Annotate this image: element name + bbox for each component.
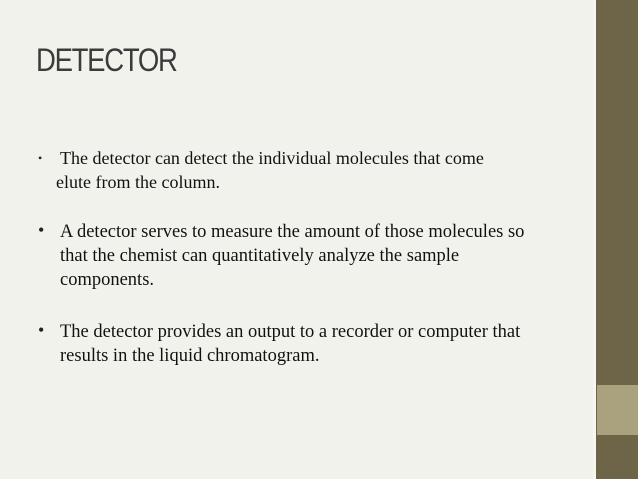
- bullet-text-line: elute from the column.: [56, 172, 220, 192]
- slide-title: DETECTOR: [36, 42, 177, 78]
- bullet-text-line: that the chemist can quantitatively analyze the sample: [60, 246, 460, 266]
- bullet-text-line: components.: [60, 270, 155, 290]
- sidebar-decoration: [593, 0, 638, 479]
- bullet-marker: •: [38, 151, 43, 165]
- sidebar-accent-block: [597, 385, 638, 435]
- bullet-text-line: A detector serves to measure the amount of those molecules so: [60, 222, 525, 242]
- bullet-text-line: The detector can detect the individual molecules that come: [60, 148, 484, 168]
- bullet-marker: •: [38, 320, 45, 340]
- bullet-text-line: results in the liquid chromatogram.: [60, 346, 320, 366]
- sidebar-divider: [593, 0, 596, 479]
- bullet-text-line: The detector provides an output to a recorder or computer that: [60, 322, 521, 342]
- bullet-marker: •: [38, 220, 45, 240]
